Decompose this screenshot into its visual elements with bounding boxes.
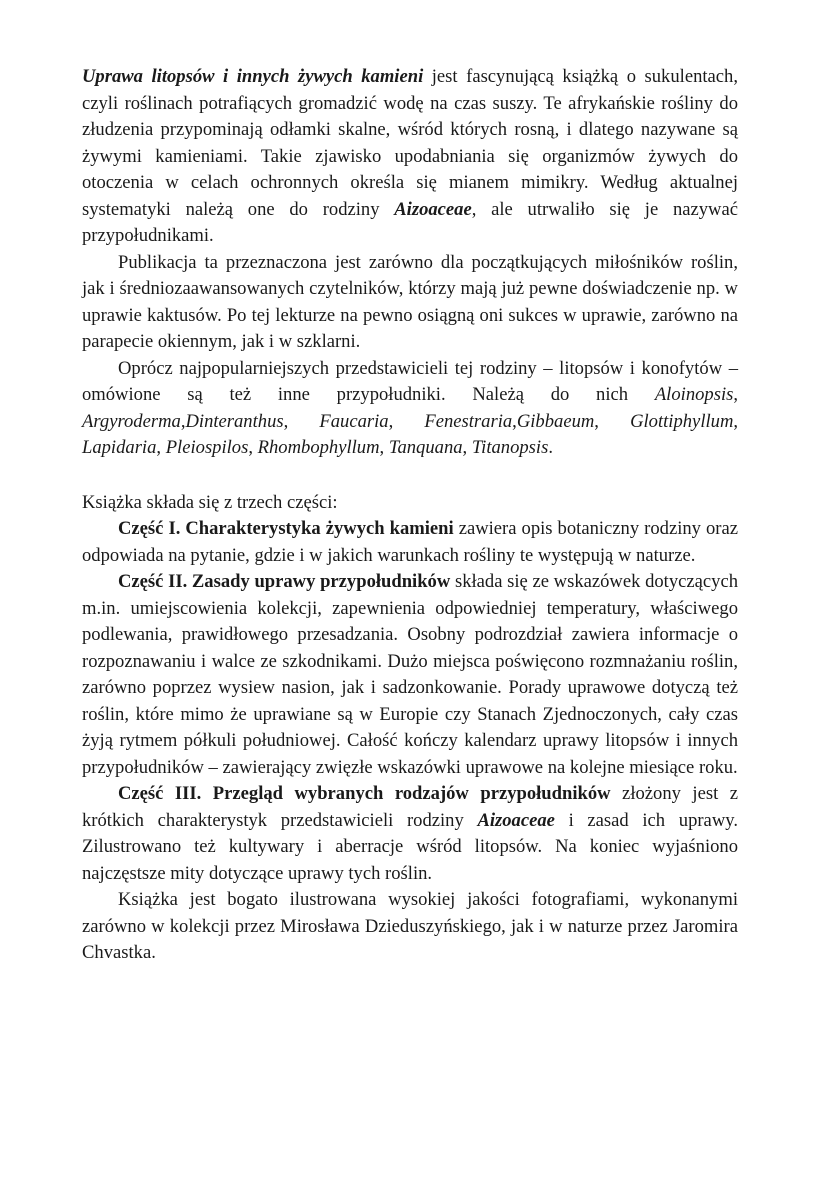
genus-name: Rhombophyllum (257, 437, 380, 458)
genus-name: Gibbaeum (516, 410, 595, 432)
genus-name: Lapidaria (82, 437, 157, 458)
genus-name: Argyroderma (82, 410, 181, 432)
section-spacer (82, 462, 738, 490)
part3-family: Aizoaceae (477, 809, 555, 831)
part1-paragraph (82, 516, 738, 569)
part2-title: Część II. Zasady uprawy przypołudników (118, 571, 451, 592)
audience-paragraph: Publikacja ta przeznaczona jest zarówno dla początkujących miłośników roślin, jak i średniozaawansowanych czytelników, którzy mają już pewne doświadczenie np. w uprawie kaktusów. Po tej lekturze na pewno osiągną oni sukces w uprawie, zarówno na parapecie okiennym, jak i w szklarni. (82, 251, 738, 352)
genus-name: Fenestraria (424, 410, 513, 432)
family-name: Aizoaceae (394, 198, 472, 220)
genera-lead: Oprócz najpopularniejszych przedstawicieli tej rodziny – litopsów i konofytów – omówione są też inne przypołudniki. Należą do nich (82, 357, 738, 405)
genus-name: Tanquana (388, 437, 463, 458)
closing-paragraph: Książka jest bogato ilustrowana wysokiej jakości fotografiami, wykonanymi zarówno w kolekcji przez Mirosława Dzieduszyńskiego, jak i w naturze przez Jaromira Chvastka. (82, 889, 738, 963)
genus-name: Titanopsis (471, 437, 549, 458)
part3-text-b: i zasad ich uprawy. Zilustrowano też kultywary i aberracje wśród litopsów. Na koniec wyjaśniono najczęstsze mity dotyczące uprawy tych roślin. (82, 809, 738, 884)
genus-name: Pleiospilos (165, 437, 249, 458)
part2-paragraph (82, 569, 738, 781)
genus-name: Glottiphyllum (630, 410, 734, 432)
part1-text: zawiera opis botaniczny rodziny oraz odpowiada na pytanie, gdzie i w jakich warunkach rośliny te występują w naturze. (82, 518, 738, 566)
genus-name: Dinteranthus (185, 410, 284, 432)
part1-title: Część I. Charakterystyka żywych kamieni (118, 518, 454, 539)
genus-name: Aloinopsis (654, 384, 734, 405)
genus-name: Faucaria (319, 410, 389, 432)
book-description-page (82, 64, 738, 967)
structure-lead: Książka składa się z trzech części: (82, 491, 338, 513)
part3-title: Część III. Przegląd wybranych rodzajów przypołudników (118, 783, 611, 804)
part3-text-a: złożony jest z krótkich charakterystyk przedstawicieli rodziny (82, 783, 738, 831)
genera-paragraph: Oprócz najpopularniejszych przedstawicieli tej rodziny – litopsów i konofytów – omówione są też inne przypołudniki. Należą do nich Aloinopsis, Argyroderma,Dinteranthus, Faucaria, Fenestraria,Gibbaeum, Glottiphyllum, Lapidaria, Pleiospilos, Rhombophyllum, Tanquana, Titanopsis. (82, 357, 739, 458)
intro-paragraph (82, 64, 738, 250)
part3-paragraph (82, 781, 738, 887)
intro-text-a: jest fascynującą książką o sukulentach, czyli roślinach potrafiących gromadzić wodę na czas suszy. Te afrykańskie rośliny do złudzenia przypominają odłamki skalne, wśród których rosną, i dlatego nazywane są żywymi kamieniami. Takie zjawisko upodabniania się organizmów żywych do otoczenia w celach ochronnych określa się mianem mimikry. Według aktualnej systematyki należą one do rodziny (82, 66, 738, 220)
part2-text: składa się ze wskazówek dotyczących m.in. umiejscowienia kolekcji, zapewnienia odpowiedniej temperatury, właściwego podlewania, prawidłowego przesadzania. Osobny podrozdział zawiera informacje o rozpoznawaniu i walce ze szkodnikami. Dużo miejsca poświęcono rozmnażaniu roślin, zarówno poprzez wysiew nasion, jak i sadzonkowanie. Porady uprawowe dotyczą też roślin, które mimo że uprawiane są w Europie czy Stanach Zjednoczonych, cały czas żyją rytmem półkuli południowej. Całość kończy kalendarz uprawy litopsów i innych przypołudników – zawierający zwięzłe wskazówki uprawowe na kolejne miesiące roku. (82, 571, 739, 778)
book-title: Uprawa litopsów i innych żywych kamieni (82, 66, 424, 87)
intro-text-b: , ale utrwaliło się je nazywać przypołudnikami. (82, 198, 738, 246)
